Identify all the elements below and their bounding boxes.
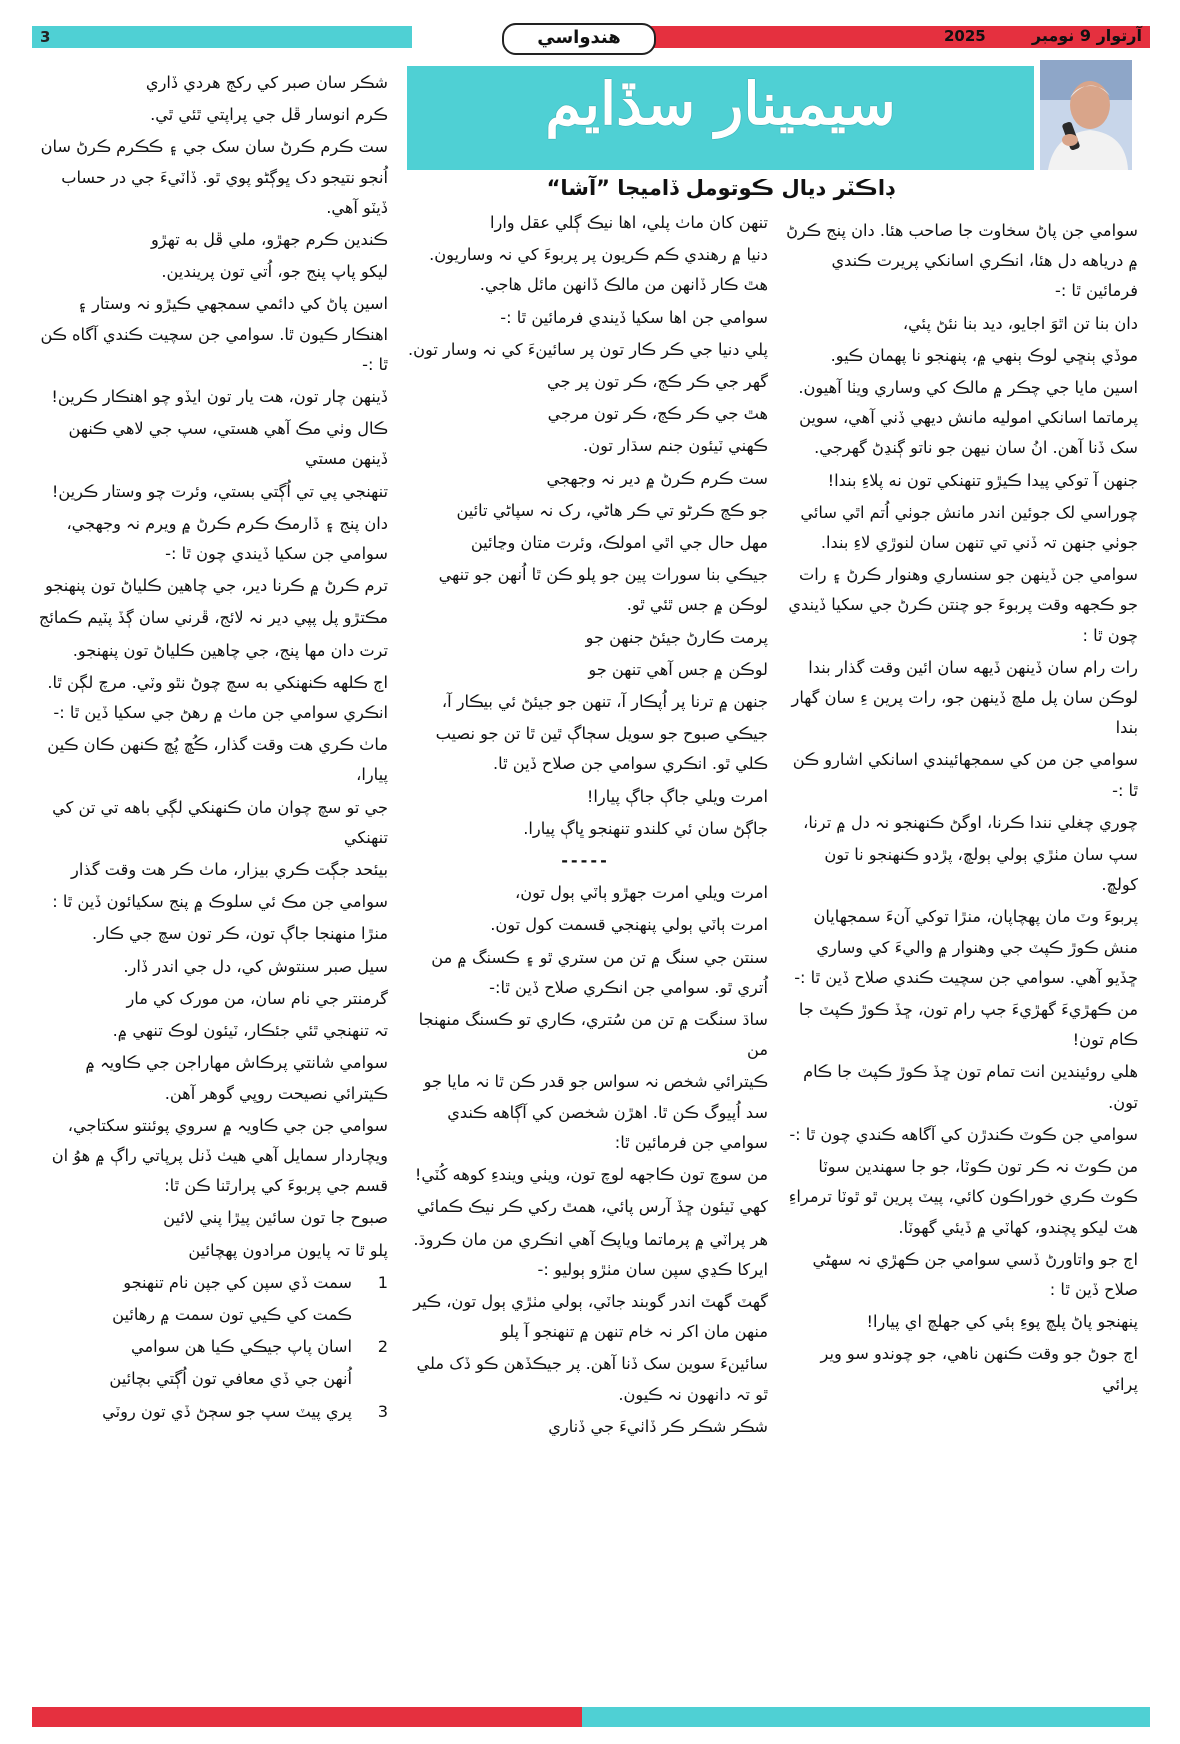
article-title-banner <box>407 66 1034 170</box>
paragraph: ڪيترائي شخص نہ سواس جو قدر ڪن ٿا نہ مايا جو سد اُپيوگ ڪن ٿا. اهڙن شخصن کي آڳاهه ڪندي سوامي جن فرمائين ٿا: <box>423 1072 768 1152</box>
paragraph: امرت ويلي امرت جهڙو ٻاٽي ٻول تون، <box>515 883 768 903</box>
paragraph: سوامي جن جي ڪاويہ ۾ سروي پوئنتو سکتاجي، ويچاردار سمايل آهي هيٺ ڏنل پرپاتي راڳ ۾ هوُ ان قسم جي پربوءَ کي پرارٿنا ڪن ٿا: <box>51 1115 388 1196</box>
numbered-line-text: پري پيٽ سپ جو سڄڻ ڏي تون روٽي <box>102 1401 352 1421</box>
numbered-line <box>32 1268 388 1298</box>
page-header <box>32 26 1150 48</box>
paragraph: منڙا منهنجا جاڳ تون، ڪر تون سچ جي ڪار. <box>91 924 388 944</box>
header-bar-left <box>32 26 412 48</box>
author-photo-image <box>1040 60 1132 170</box>
footer-bar-right <box>582 1707 1150 1727</box>
paragraph: امرت ويلي جاڳ جاڳ پيارا! <box>586 786 768 806</box>
paragraph: دنيا ۾ رهندي ڪم ڪريون پر پربوءَ کي نہ وساريون. هٿ ڪار ڏانهن من مالڪ ڏانهن مائل هاجي. <box>429 245 768 295</box>
paragraph: تنهنجي پي تي اُڳتي بستي، وئرت چو وستار ڪرين! <box>51 481 388 501</box>
paragraph: ڪرم انوسار ڦل جي پراپتي ٿئي ٿي. <box>150 105 388 125</box>
paragraph: چوراسي لک جوئين اندر مانش جوٺي اُتم اٿي سائي جوٺي جنهن تہ ڏني تي تنهن سان لنوڙي لاءِ بندا. <box>800 502 1138 553</box>
masthead-logo: هندواسي <box>502 23 656 55</box>
page-footer <box>32 1707 1150 1727</box>
paragraph: سيل صبر سنتوش کي، دل جي اندر ڏار. <box>123 956 388 976</box>
date-day: آرتوار 9 نومبر <box>1031 26 1142 45</box>
paragraph: ڪندين ڪرم جهڙو، ملي ڦل به تهڙو <box>150 230 388 250</box>
paragraph: جيڪي بنا سورات پين جو پلو ڪن ٿا اُنهن جو تنهي لوڪن ۾ جس ٿئي ٿو. <box>438 565 768 615</box>
column-right <box>783 216 1138 1402</box>
paragraph: پنهنجو پاڻ پلچ پوءِ ٻئي کي جهلچ اي پيارا! <box>866 1312 1138 1332</box>
paragraph: کهي ٽيئون ڇڏ آرس پائي، همٿ رکي ڪر نيڪ ڪمائي <box>416 1197 768 1217</box>
paragraph: ست ڪرم ڪرڻ ۾ دير نہ وجهجي <box>546 468 768 488</box>
paragraph: تہ تنهنجي ٿئي جئڪار، ٽيئون لوڪ تنهي ۾. <box>112 1021 388 1041</box>
paragraph: پربوءَ وٽ مان پهچاپان، منڙا توکي آنءَ سمجهايان منش ڪوڙ ڪپٽ جي وهنوار ۾ واليءَ کي وساري ڇڏيو آهي. سوامي جن سچيت ڪندي صلاح ڏين ٿا :- <box>794 907 1138 987</box>
paragraph: جو ڪڄ ڪرڻو تي ڪر هاڻي، رک نہ سپاڻي تائين <box>456 500 768 520</box>
paragraph: اسين پاڻ کي دائمي سمجهي ڪيڙو نہ وستار ۽ اهنڪار ڪيون ٿا. سوامي جن سچيت ڪندي آگاه ڪن ٿا :- <box>40 294 388 374</box>
paragraph: صبوح جا تون سائين پيڙا پني لائين <box>163 1208 388 1228</box>
paragraph: لوڪن ۾ جس آهي تنهن جو <box>588 659 768 679</box>
page-number: 3 <box>40 28 51 46</box>
article-byline: ڊاڪٽر ديال ڪوتومل ڏاميجا ”آشا“ <box>546 176 895 200</box>
author-photo <box>1040 60 1132 170</box>
paragraph: جاڳڻ سان ئي کلندو تنهنجو ڀاڳ پيارا. <box>523 818 768 838</box>
paragraph: ترم ڪرڻ ۾ ڪرنا دير، جي چاهين ڪلياڻ تون پنهنجو <box>44 576 388 596</box>
paragraph: هر پراٽي ۾ پرماتما وياپڪ آهي انڪري من مان ڪروڌ. ايرکا ڪڍي سپن سان مٺڙو ٻوليو :- <box>413 1229 768 1279</box>
paragraph: سنتن جي سنگ ۾ تن من ستري ٿو ۽ ڪسنگ ۾ من اُتري ٿو. سوامي جن انڪري صلاح ڏين ٿا:- <box>431 947 768 997</box>
paragraph: من ڪوٽ نہ ڪر تون ڪوٽا، جو جا سهندين سوٽا ڪوٽ ڪري خوراڪون کائي، پيٽ پرين ٿو ٿوٽا ترمراءِ هٽ ليکو پچندو، کهاٽي ۾ ڏيئي گهوٽا. <box>788 1157 1138 1237</box>
paragraph: رات رام سان ڏينهن ڏيهه سان ائين وقت گذار بندا لوڪن سان پل ملچ ڏينهن جو، رات پرين ءِ سان گهار بندا <box>791 657 1138 738</box>
paragraph: ساڌ سنگت ۾ تن من سُتري، ڪاري تو ڪسنگ منهنجا من <box>418 1010 768 1060</box>
paragraph: گهر جي ڪر ڪڄ، ڪر تون پر جي <box>546 372 768 392</box>
paragraph: سائينءَ سوين سک ڏنا آهن. پر جيڪڏهن ڪو ڏک ملي ٿو تہ دانهون نہ ڪيون. <box>416 1354 768 1404</box>
article-title: سيمينار سڏايم <box>545 70 896 138</box>
paragraph: بيئحد جڳت ڪري بيزار، ماٺ ڪر هت وقت گذار <box>71 860 388 880</box>
line-number: 2 <box>377 1337 388 1357</box>
paragraph: جنهن ۾ ترنا پر اُپڪار آ، تنهن جو جيئڻ ئي بيڪار آ، <box>441 692 768 712</box>
paragraph: تنهن کان ماٺ پلي، اها نيڪ ڳلي عقل وارا <box>490 213 768 232</box>
paragraph: مڪتڙو پل پپي دير نہ لائج، ڦرني سان ڳڏ پٽيم ڪمائج <box>38 608 388 628</box>
column-left <box>32 68 388 1429</box>
paragraph: سوامي جن ڪوٽ ڪندڙن کي آگاهه ڪندي چون ٿا :- <box>789 1124 1138 1144</box>
column-middle <box>403 208 768 1444</box>
numbered-line-text: اُنهن جي ڏي معافي تون اُڳتي بچائين <box>109 1369 352 1389</box>
paragraph: جنهن آ توکي پيدا ڪيڙو تنهنکي تون نه پلاءِ بندا! <box>827 470 1138 490</box>
paragraph: دان پنج ۽ ڏارمڪ ڪرم ڪرڻ ۾ ويرم نہ وجهجي، سوامي جن سکيا ڏيندي چون ٿا :- <box>66 513 388 564</box>
numbered-line <box>32 1364 388 1394</box>
footer-bar-left <box>32 1707 582 1727</box>
paragraph: جيڪي صبوح جو سويل سڄاڳ ٿين ٿا تن جو نصيب ڪلي ٿو. انڪري سوامي جن صلاح ڏين ٿا. <box>435 724 768 774</box>
paragraph: جي تو سچ چوان مان ڪنهنکي لڳي باهه تي تن کي تنهنکي <box>52 797 388 847</box>
numbered-line <box>32 1300 388 1330</box>
paragraph: سپ سان مٺڙي ٻولي ٻولڇ، پڙدو ڪنهنجو نا تون کولڇ. <box>824 845 1138 895</box>
paragraph: اڄ جو واتاورڻ ڏسي سوامي جن ڪهڙي نہ سهڻي صلاح ڏين ٿا : <box>812 1249 1138 1299</box>
paragraph: موڏي ٻنڇي لوڪ ٻنهي ۾، پنهنجو نا پهمان ڪيو. <box>830 345 1138 365</box>
paragraph: ڏينهن چار تون، هت يار تون ايڏو چو اهنڪار ڪرين! <box>51 387 388 407</box>
paragraph: سوامي جن مڪ ئي سلوڪ ۾ پنج سکيائون ڏين ٿا : <box>52 892 388 912</box>
numbered-line-text: اسان پاپ جيڪي ڪيا هن سوامي <box>130 1337 352 1357</box>
paragraph: هلي روئيندين انت تمام تون ڇڏ ڪوڙ ڪپٽ جا ڪام تون. <box>803 1062 1138 1112</box>
paragraph: پلو ٿا تہ پايون مرادون پهچائين <box>188 1240 388 1260</box>
line-number: 3 <box>377 1401 388 1421</box>
date-year: 2025 <box>944 27 986 45</box>
paragraph: ڪال وٺي مڪ آهي هستي، سپ جي لاهي ڪنهن ڏينهن مستي <box>68 419 388 469</box>
paragraph: من ڪهڙيءَ گهڙيءَ جپ رام تون، ڇڏ ڪوڙ ڪپٽ جا ڪام تون! <box>798 1000 1138 1050</box>
numbered-line <box>32 1332 388 1362</box>
paragraph: دان بنا تن اٿوَ اجايو، ديد بنا نئڻ پئي، <box>902 313 1138 333</box>
paragraph: هٿ جي ڪر ڪڄ، ڪر تون مرجي <box>547 404 768 424</box>
paragraph: پلي دنيا جي ڪر ڪار تون پر سائينءَ کي نہ وسار تون. <box>407 339 768 359</box>
paragraph: ماٺ ڪري هت وقت گذار، ڪُڇ پُڇ ڪنهن ڪان ڪين پيارا، <box>47 735 388 785</box>
paragraph: پرمت ڪارڻ جيئڻ جنهن جو <box>585 627 768 647</box>
paragraph: ڪهني ٽيئون جنم سڌار تون. <box>583 436 768 456</box>
numbered-line <box>32 1397 388 1427</box>
paragraph: شڪر سان صبر کي رکڄ هردي ڏاري <box>145 73 388 92</box>
paragraph: اڄ جوڻ جو وقت ڪنهن ناهي، جو چوندو سو وير پرائي <box>820 1344 1138 1394</box>
paragraph: ترت دان مها پنج، جي چاهين ڪلياڻ تون پنهنجو. <box>72 640 388 660</box>
paragraph: ست ڪرم ڪرڻ سان سک جي ۽ ڪڪرم ڪرڻ سان اُنجو نتيجو دک ڀوڳڻو پوي ٿو. ڏاٽيءَ جي در حساب ڏيٽو آهي. <box>40 137 388 217</box>
paragraph: سوامي جن ڏينهن جو سنساري وهنوار ڪرڻ ۽ رات جو ڪجهه وقت پربوءَ جو چنتن ڪرڻ جي سکيا ڏيندي چون ٿا : <box>788 565 1138 645</box>
paragraph: مهل حال جي اٿي امولڪ، وئرت متان وڃائين <box>470 533 768 553</box>
line-number: 1 <box>377 1272 388 1292</box>
numbered-line-text: ڪمت کي ڪيي تون سمت ۾ رهائين <box>112 1304 352 1324</box>
paragraph: اسين مايا جي چڪر ۾ مالڪ کي وساري ويٺا آهيون. پرماتما اسانکي اموليه مانش ديهي ڏني آهي، سوين سک ڏنا آهن. انُ سان نيهن جو ناتو ڳنڍڻ گهرجي. <box>798 378 1138 458</box>
paragraph: چوري چغلي نندا ڪرنا، اوگڻ ڪنهنجو نہ دل ۾ ترنا، <box>803 812 1138 832</box>
paragraph: گرمنتر جي نام سان، من مورک کي مار <box>126 988 388 1008</box>
paragraph: سوامي جن من کي سمجهائيندي اسانکي اشارو ڪن ٿا :- <box>792 750 1138 800</box>
paragraph: اڄ ڪلهه ڪنهنکي به سچ چوڻ نٿو وٽي. مرچ لڳن ٿا. انڪري سوامي جن ماٺ ۾ رهڻ جي سکيا ڏين ٿا :- <box>47 672 388 723</box>
paragraph: ----- <box>561 851 610 871</box>
paragraph: من سوچ تون ڪاجهه لوچ تون، ويٺي ويندءِ کوهه کُٽي! <box>414 1165 768 1185</box>
paragraph: ليکو پاپ پنج جو، اُتي تون پريندين. <box>161 262 388 282</box>
numbered-line-text: سمت ڏي سپن کي جپن نام تنهنجو <box>123 1272 352 1292</box>
paragraph: سوامي جن پاڻ سخاوت جا صاحب هئا. دان پنج ڪرڻ ۾ درياهه دل هئا، انڪري اسانکي پريرت ڪندي فرمائين ٿا :- <box>786 221 1138 301</box>
paragraph: امرت ٻاٽي ٻولي پنهنجي قسمت کول تون. <box>490 915 768 935</box>
paragraph: گهٽ گهٽ اندر گوبند جاٽي، ٻولي مٺڙي ٻول تون، ڪير منهن مان اکر نہ خام تنهن ۾ تنهنجو آ پلو <box>413 1291 768 1342</box>
paragraph: سوامي جن اها سکيا ڏيندي فرمائين ٿا :- <box>500 307 768 327</box>
paragraph: سوامي شانتي پرڪاش مهاراجن جي ڪاويہ ۾ ڪيترائي نصيحت روپي گوهر آهن. <box>85 1053 388 1103</box>
paragraph: شڪر شڪر ڪر ڏاٺيءَ جي ڏناري <box>548 1416 768 1436</box>
